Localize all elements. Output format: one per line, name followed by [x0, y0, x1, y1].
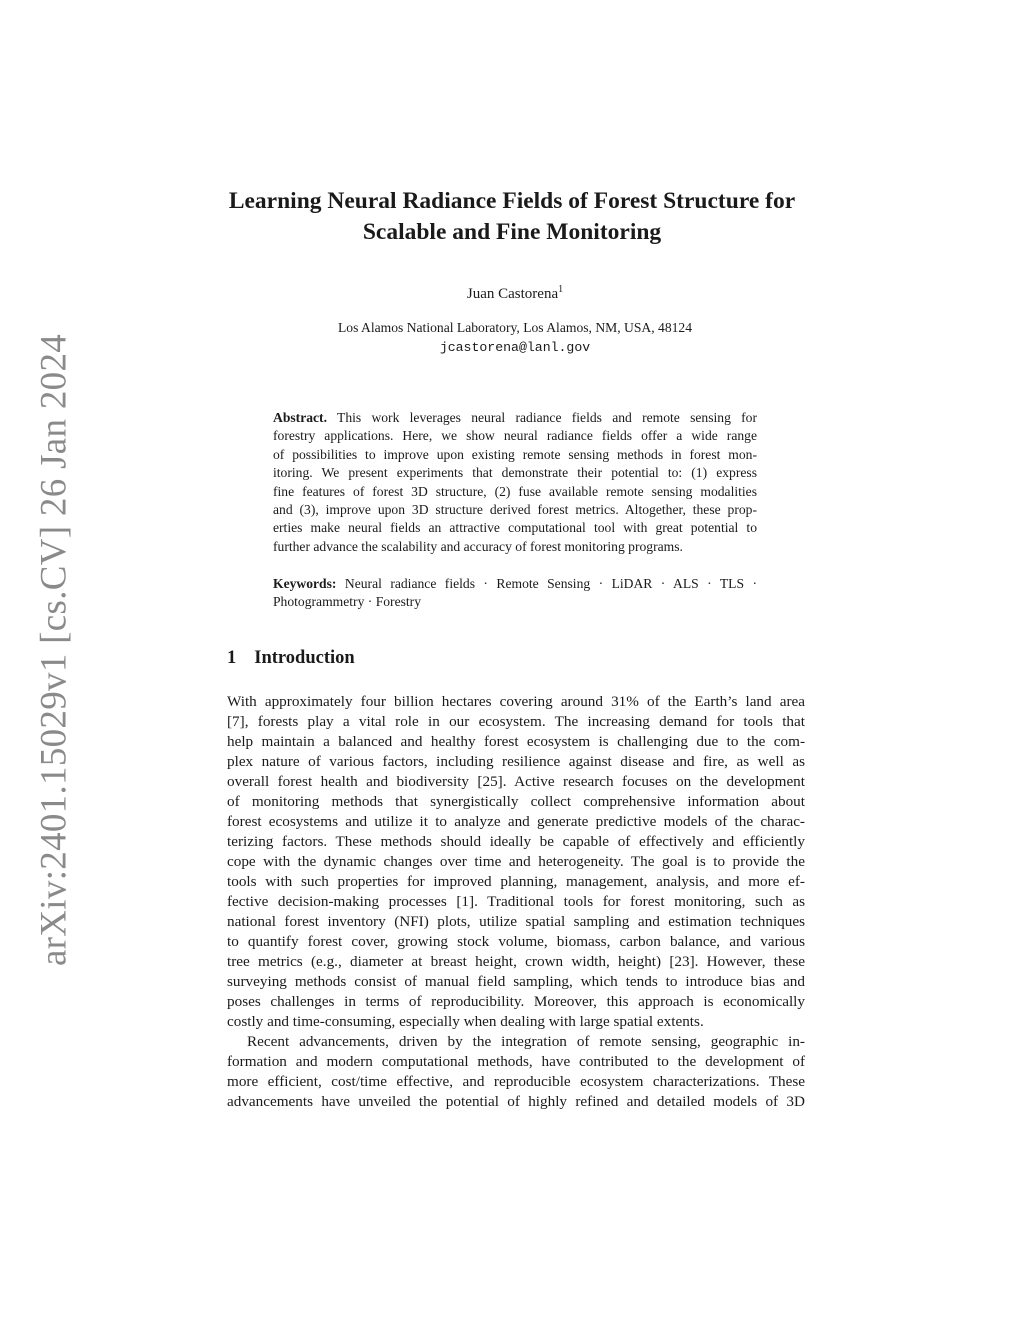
paragraph-line: Recent advancements, driven by the integration of remote sensing, geographic in- — [247, 1033, 805, 1050]
paragraph-line: help maintain a balanced and healthy forest ecosystem is challenging due to the com- — [227, 733, 805, 750]
paper-title-line-2: Scalable and Fine Monitoring — [362, 219, 662, 245]
abstract-line: and (3), improve upon 3D structure derived forest metrics. Altogether, these prop- — [273, 502, 757, 517]
author — [0, 284, 1024, 303]
abstract-line: itoring. We present experiments that demonstrate their potential to: (1) express — [273, 465, 757, 481]
section-title: Introduction — [254, 648, 355, 668]
paragraph-line: to quantify forest cover, growing stock volume, biomass, carbon balance, and various — [227, 933, 805, 950]
keywords-text: Neural radiance fields · Remote Sensing · LiDAR · ALS · TLS · — [344, 576, 757, 591]
paragraph-line: more efficient, cost/time effective, and reproducible ecosystem characterizations. These — [227, 1073, 805, 1090]
abstract-text: This work leverages neural radiance fields and remote sensing for — [337, 410, 758, 425]
paragraph-line: advancements have unveiled the potential of highly refined and detailed models of 3D — [227, 1093, 805, 1110]
paragraph-line: terizing factors. These methods should ideally be capable of effectively and efficiently — [227, 833, 805, 850]
paragraph-line: national forest inventory (NFI) plots, utilize spatial sampling and estimation techniques — [227, 913, 805, 930]
author-email[interactable]: jcastorena@lanl.gov — [439, 340, 591, 355]
paper-title-line-1: Learning Neural Radiance Fields of Forest Structure for — [228, 188, 796, 214]
abstract-line: forestry applications. Here, we show neural radiance fields offer a wide range — [273, 428, 757, 444]
abstract-line: of possibilities to improve upon existing remote sensing methods in forest mon- — [273, 446, 757, 462]
author-name: Juan Castorena — [466, 286, 559, 302]
paragraph-line: fective decision-making processes [1]. Traditional tools for forest monitoring, such as — [227, 893, 805, 910]
paragraph-line: overall forest health and biodiversity [25]. Active research focuses on the development — [227, 773, 805, 790]
keywords-line: Photogrammetry · Forestry — [273, 594, 421, 610]
affiliation: Los Alamos National Laboratory, Los Alamos, NM, USA, 48124 — [337, 320, 693, 335]
section-heading — [227, 648, 355, 669]
keywords-label: Keywords: — [273, 576, 337, 591]
abstract-line: erties make neural fields an attractive computational tool with great potential to — [273, 520, 757, 536]
abstract-label: Abstract. — [273, 410, 327, 425]
paragraph-line: tree metrics (e.g., diameter at breast height, crown width, height) [23]. However, these — [227, 953, 805, 970]
paragraph-line: With approximately four billion hectares covering around 31% of the Earth’s land area — [227, 693, 805, 710]
paragraph-line: [7], forests play a vital role in our ecosystem. The increasing demand for tools that — [227, 713, 805, 730]
paragraph-line: costly and time-consuming, especially when dealing with large spatial extents. — [227, 1013, 704, 1030]
paragraph-line: tools with such properties for improved planning, management, analysis, and more ef- — [227, 873, 805, 890]
keywords-line — [273, 576, 757, 592]
paragraph-line: of monitoring methods that synergistically collect comprehensive information about — [227, 793, 805, 810]
paragraph-line: forest ecosystems and utilize it to analyze and generate predictive models of the charac- — [227, 813, 805, 830]
arxiv-identifier-stamp: arXiv:2401.15029v1 [cs.CV] 26 Jan 2024 — [33, 333, 75, 967]
paragraph-line: surveying methods consist of manual field sampling, which tends to introduce bias and — [227, 973, 805, 990]
abstract-line: fine features of forest 3D structure, (2) fuse available remote sensing modalities — [273, 483, 757, 499]
abstract-line: further advance the scalability and accuracy of forest monitoring programs. — [273, 538, 683, 554]
author-affiliation-mark: 1 — [558, 284, 564, 295]
section-number: 1 — [227, 648, 237, 668]
paragraph-line: plex nature of various factors, including resilience against disease and fire, as well as — [227, 753, 805, 770]
paragraph-line: poses challenges in terms of reproducibility. Moreover, this approach is economically — [227, 993, 805, 1010]
abstract-line — [273, 410, 757, 426]
paragraph-line: cope with the dynamic changes over time and heterogeneity. The goal is to provide the — [227, 853, 805, 870]
paragraph-line: formation and modern computational methods, have contributed to the development of — [227, 1053, 805, 1070]
